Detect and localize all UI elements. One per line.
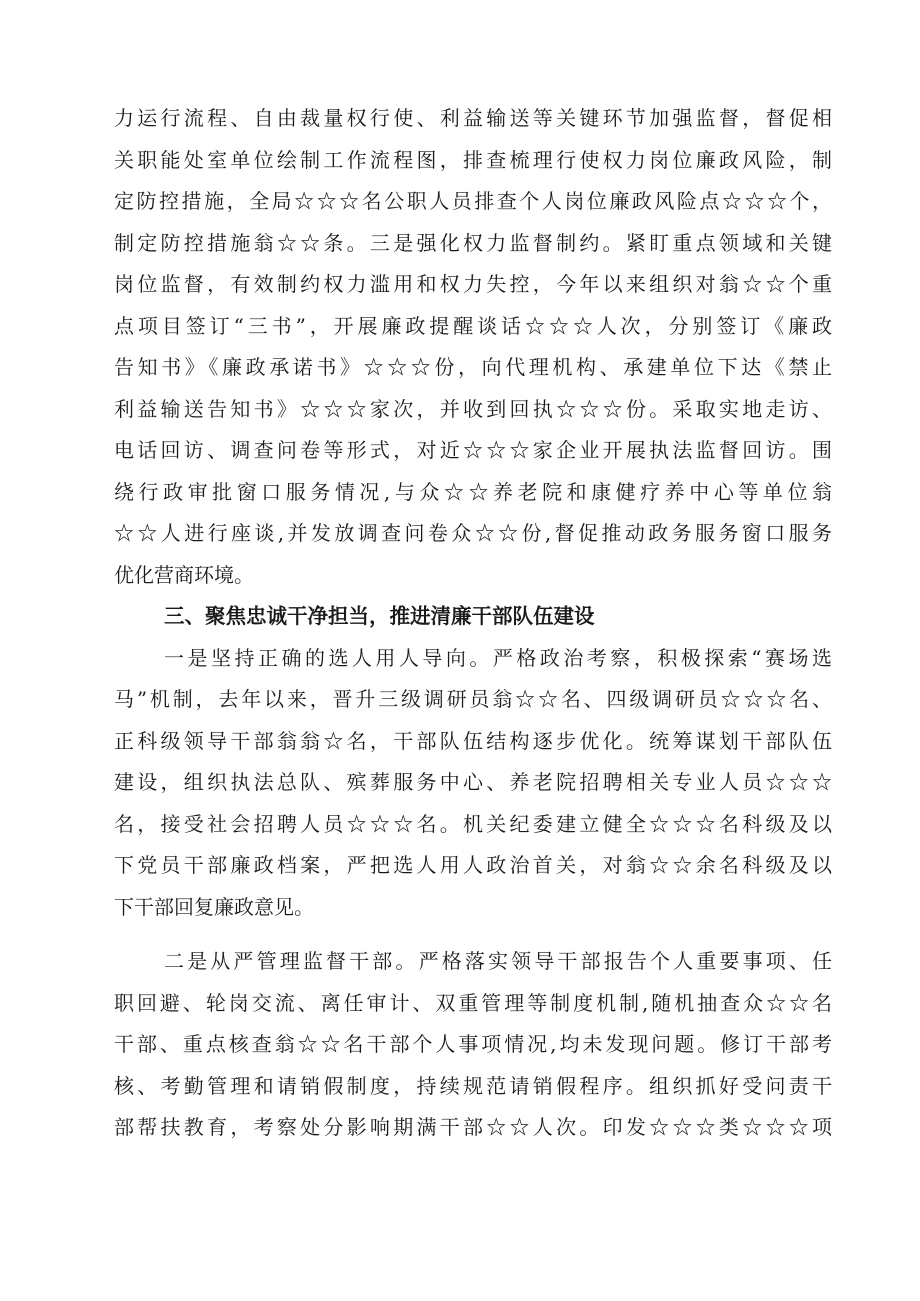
text-line: 告知书》《廉政承诺书》☆☆☆份，向代理机构、承建单位下达《禁止: [114, 355, 832, 379]
text-line: 制定防控措施翁☆☆条。三是强化权力监督制约。紧盯重点领域和关键: [114, 230, 832, 255]
paragraph-oversight-continued: [114, 98, 832, 596]
text-line: 关职能处室单位绘制工作流程图，排查梳理行使权力岗位廉政风险，制: [114, 147, 832, 172]
text-line: 优化营商环境。: [114, 562, 254, 587]
text-line: 名，接受社会招聘人员☆☆☆名。机关纪委建立健全☆☆☆名科级及以: [114, 811, 832, 836]
text-line: 点项目签订“三书”，开展廉政提醒谈话☆☆☆人次，分别签订《廉政: [114, 313, 832, 338]
text-line: 下干部回复廉政意见。: [114, 894, 314, 919]
section-heading: 三、聚焦忠诚干净担当，推进清廉干部队伍建设: [164, 604, 595, 628]
text-line: 干部、重点核查翁☆☆名干部个人事项情况,均未发现问题。修订干部考: [114, 1032, 832, 1056]
text-line: 一是坚持正确的选人用人导向。严格政治考察，积极探索“赛场选: [164, 645, 832, 670]
paragraph-gap: [114, 928, 832, 941]
text-line: 利益输送告知书》☆☆☆家次，并收到回执☆☆☆份。采取实地走访、: [114, 396, 832, 421]
text-line: 核、考勤管理和请销假制度，持续规范请销假程序。组织抓好受问责干: [114, 1073, 832, 1098]
text-line: 岗位监督，有效制约权力滥用和权力失控，今年以来组织对翁☆☆个重: [114, 272, 832, 296]
text-line: 力运行流程、自由裁量权行使、利益输送等关键环节加强监督，督促相: [114, 106, 832, 130]
text-line: 电话回访、调查问卷等形式，对近☆☆☆家企业开展执法监督回访。围: [114, 438, 832, 462]
text-line: 职回避、轮岗交流、离任审计、双重管理等制度机制,随机抽查众☆☆名: [114, 990, 832, 1015]
text-line: ☆☆人进行座谈,并发放调查问卷众☆☆份,督促推动政务服务窗口服务: [114, 521, 832, 545]
text-line: 下党员干部廉政档案，严把选人用人政治首关，对翁☆☆余名科级及以: [114, 853, 832, 877]
text-line: 定防控措施，全局☆☆☆名公职人员排查个人岗位廉政风险点☆☆☆个，: [114, 189, 832, 213]
text-line: 建设，组织执法总队、殡葬服务中心、养老院招聘相关专业人员☆☆☆: [114, 770, 832, 794]
text-line: 马”机制，去年以来，晋升三级调研员翁☆☆名、四级调研员☆☆☆名、: [114, 687, 832, 711]
text-line: 绕行政审批窗口服务情况,与众☆☆养老院和康健疗养中心等单位翁: [114, 479, 832, 504]
paragraph-cadre-supervision: [114, 941, 832, 1149]
document-body: [114, 98, 832, 1149]
text-line: 部帮扶教育，考察处分影响期满干部☆☆人次。印发☆☆☆类☆☆☆项: [114, 1115, 832, 1139]
text-line: 二是从严管理监督干部。严格落实领导干部报告个人重要事项、任: [164, 949, 832, 973]
paragraph-cadre-selection: [114, 638, 832, 929]
text-line: 正科级领导干部翁翁☆名，干部队伍结构逐步优化。统筹谋划干部队伍: [114, 728, 832, 753]
